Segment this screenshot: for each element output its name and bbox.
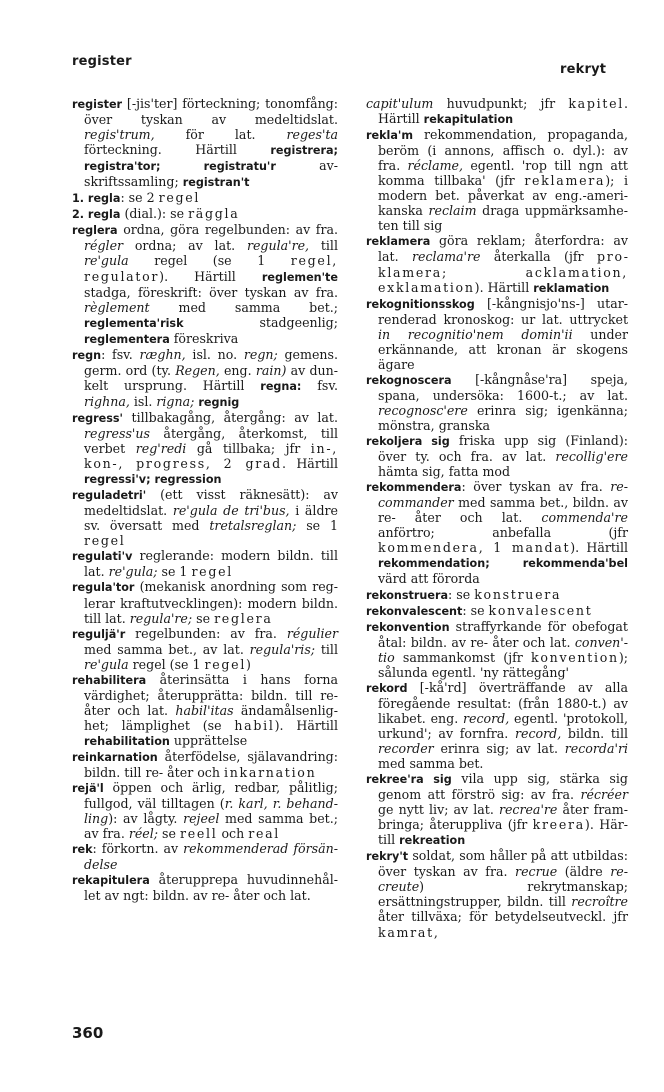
entry-text: se [192, 610, 215, 626]
italic-term: reclama're [412, 249, 481, 265]
entry-text: gemens. germ. ord (ty. [84, 346, 338, 378]
italic-term: recorda'ri [564, 740, 628, 756]
headword: rekommendera [366, 481, 462, 495]
entry-text: . Härtill [281, 456, 338, 472]
dictionary-entry [366, 296, 628, 372]
italic-term: rekommenderad försändelse [84, 841, 338, 873]
headword: rekord [366, 681, 408, 695]
entry-text: [-jis'ter] förteckning; tonomfång: över tyskan av medeltidslat. [84, 96, 338, 128]
italic-term: rigna; [156, 393, 195, 409]
italic-term: rejeel [183, 811, 220, 827]
spaced-crossref: regel [84, 533, 126, 549]
italic-term: recrea're [498, 802, 558, 818]
entry-text: : fsv. [101, 346, 140, 362]
entry-text: ); sålunda egentl. 'ny rättegång' [378, 649, 628, 680]
derived-word: reklamation [533, 281, 610, 295]
spaced-crossref: konvention [531, 649, 619, 665]
entry-text: ). Härtill [570, 540, 629, 556]
spaced-crossref: real [248, 826, 281, 842]
italic-term: tretalsreglan; [209, 518, 297, 534]
dictionary-entry [366, 587, 628, 603]
spaced-crossref: kreera [532, 817, 585, 833]
dictionary-entry [72, 487, 338, 548]
entry-text: regel (se 1 [128, 253, 291, 269]
entry-text: föreskriva [169, 330, 239, 346]
entry-text: anförtro; anbefalla (jfr [378, 525, 628, 541]
entry-text: ordna; av lat. [123, 238, 247, 254]
entry-text: åter frambringa; återuppliva (jfr [378, 802, 629, 833]
headword: rehabilitera [72, 673, 147, 687]
entry-text: isl. [129, 393, 157, 409]
spaced-crossref: proklamera; acklamation, exklamation [378, 249, 628, 295]
entry-text: med samma bet., bildn. av re- åter och lat. [378, 495, 628, 526]
italic-term: re'gula de tri'bus, [172, 503, 290, 519]
italic-term: recognosc'ere [378, 402, 468, 418]
headword: reklamera [366, 235, 431, 249]
italic-term: reclaim [428, 203, 477, 219]
entry-text: rekommendation, propaganda, beröm (i annons, affisch o. dyl.): av fra. [378, 127, 628, 174]
dictionary-entry [366, 96, 628, 127]
headword: rekonvention [366, 620, 450, 634]
headword: regulati'v [72, 550, 133, 564]
italic-term: regn; [243, 346, 278, 362]
italic-term: commenda're [541, 510, 628, 526]
entry-text: huvudpunkt; jfr [433, 96, 569, 111]
dictionary-entry [72, 841, 338, 872]
headword: reglera [72, 224, 118, 238]
italic-term: record, [463, 710, 510, 726]
derived-word: reglemen'te [261, 270, 338, 284]
entry-text: och [217, 826, 249, 842]
entry-text: återkalla (jfr [480, 249, 597, 265]
entry-text: draga uppmärksamheten till sig [378, 203, 629, 234]
headword: rekapitulera [72, 874, 150, 888]
entry-text: ). Härtill [378, 817, 628, 848]
dictionary-entry [72, 579, 338, 625]
entry-text: för lat. [154, 127, 287, 143]
entry-text: [-kångnåse'ra] speja, spana, undersöka: 1600-t.; av lat. [378, 371, 628, 403]
italic-term: recrue [515, 864, 558, 880]
dictionary-entry [366, 127, 628, 233]
entry-text: återfödelse, själavandring: bildn. till re- åter och [84, 748, 338, 781]
entry-text: med samma bet.; [149, 299, 338, 315]
entry-text: av dunkelt ursprung. Härtill [84, 362, 338, 393]
entry-text: : se [462, 602, 489, 618]
italic-term: rain) [255, 362, 287, 378]
dictionary-entry [72, 410, 338, 487]
italic-term: Regen, [175, 362, 220, 378]
running-head-last-entry: rekryt [560, 62, 607, 77]
headword: rekonstruera [366, 588, 449, 602]
spaced-crossref: reell [179, 826, 218, 842]
italic-term: recreute [378, 864, 628, 895]
entry-text: reglerande: modern bildn. till lat. [84, 548, 338, 580]
headword: reguladetri' [72, 489, 147, 503]
spaced-crossref: in-, kon-, progress, 2 grad [84, 441, 338, 472]
entry-text: till [309, 238, 338, 254]
dictionary-entry [366, 479, 628, 586]
spaced-crossref: konstruera [474, 586, 562, 602]
italic-term: regress'us [84, 425, 150, 441]
italic-term: righna, [84, 393, 130, 409]
entry-text: öppen och ärlig, redbar, pålitlig; fullgod, väl tilltagen ( [84, 780, 338, 812]
entry-text: värd att förorda [378, 571, 480, 587]
entry-text: ). Härtill [159, 268, 262, 284]
italic-term: in recognitio'nem domin'ii [378, 326, 573, 342]
derived-word: registrera; registra'tor; registratu'r [84, 144, 338, 174]
italic-term: recroître [571, 894, 628, 910]
spaced-crossref: konvalescent [488, 602, 593, 618]
headword: rekonvalescent [366, 604, 463, 618]
derived-word: rekapitulation [423, 113, 514, 127]
spaced-crossref: inkarnation [223, 765, 317, 781]
spaced-crossref: kamrat [378, 924, 434, 940]
entry-text: regel (se 1 [128, 656, 205, 672]
headword: regn [72, 348, 102, 362]
headword: rekoljera sig [366, 435, 450, 449]
spaced-crossref: regel, regulator [84, 253, 338, 284]
derived-word: rehabilitation [84, 734, 170, 748]
dictionary-entry [72, 872, 338, 903]
italic-term: recommander [378, 479, 628, 511]
derived-word: reglementa'risk [84, 316, 184, 330]
entry-text: göra reklam; återfordra: av lat. [378, 233, 628, 265]
entry-text: ge nytt liv; av lat. [378, 802, 499, 818]
entry-text: soldat, som håller på att utbildas: över tyskan av fra. [378, 848, 628, 880]
entry-text: fsv. [301, 377, 338, 393]
entry-text: återupprepa huvudinnehållet av ngt: bildn. av re- åter och lat. [84, 872, 338, 904]
italic-term: record, [515, 725, 562, 741]
entry-text: straffyrkande för obefogat åtal: bildn. av re- åter och lat. [378, 618, 628, 650]
italic-term: recorder [378, 740, 434, 756]
left-column [72, 96, 338, 903]
dictionary-entry [366, 771, 628, 848]
entry-text: tillbakagång, återgång: av lat. [122, 409, 338, 425]
headword: rekognitionsskog [366, 297, 475, 311]
italic-term: réel; [128, 826, 159, 842]
entry-text: isl. no. [185, 346, 244, 362]
spaced-crossref: räggla [188, 206, 240, 222]
headword: rekla'm [366, 129, 414, 143]
italic-term: reg'redi [135, 441, 187, 457]
headword: rekognoscera [366, 373, 452, 387]
derived-word: registran't [182, 176, 250, 190]
entry-text: åter tillväxa; för betydelseutveckl. jfr [378, 909, 628, 925]
entry-text: (dial.): se [120, 206, 189, 222]
entry-text: (äldre [557, 864, 611, 880]
derived-word: regna: [260, 379, 302, 393]
entry-text: med samma bet.; av fra. [84, 811, 338, 842]
dictionary-entry [366, 372, 628, 433]
dictionary-entry [72, 548, 338, 579]
page-number: 360 [72, 1024, 104, 1042]
dictionary-entry [72, 206, 338, 222]
entry-text: : över tyskan av fra. [461, 479, 611, 495]
dictionary-entry [72, 626, 338, 672]
entry-text: upprättelse [169, 732, 248, 748]
headword: 1. regla [72, 192, 121, 206]
dictionary-entry [72, 190, 338, 206]
entry-text: ) rekrytmanskap; ersättningstrupper, bildn. till [378, 879, 628, 910]
italic-term: recollig'ere [555, 449, 628, 465]
derived-word: regressi'v; regression [84, 473, 222, 487]
dictionary-entry [72, 749, 338, 780]
italic-term: conven'tio [378, 634, 628, 665]
entry-text: vila upp sig, stärka sig genom att förströ sig: av fra. [378, 771, 628, 803]
entry-text: se 1 [157, 564, 192, 580]
running-head-first-entry: register [72, 54, 132, 69]
entry-text: stadga, föreskrift: över tyskan av fra. [84, 284, 338, 300]
headword: reguljä'r [72, 627, 126, 641]
headword: reinkarnation [72, 750, 158, 764]
headword: rejä'l [72, 782, 104, 796]
dictionary-entry [72, 672, 338, 749]
entry-text: under erkännande, att kronan är skogens ägare [378, 326, 628, 372]
spaced-crossref: reklamera [524, 173, 606, 189]
entry-text: se [158, 826, 180, 842]
dictionary-entry [366, 848, 628, 939]
entry-text: egentl. 'rop till ngn att komma tillbaka' (jfr [378, 158, 628, 189]
headword: regula'tor [72, 581, 135, 595]
entry-text: avskriftssamling; [84, 158, 338, 190]
italic-term: règlement [84, 299, 150, 315]
italic-term: reges'ta [286, 127, 338, 143]
italic-term: régulier [286, 625, 338, 641]
entry-text: ); i modern bet. påverkat av eng.-amerikanska [378, 173, 628, 219]
italic-term: regula'ris; [249, 641, 316, 657]
spaced-crossref: regel [158, 190, 201, 206]
italic-term: regis'trum, [84, 127, 155, 143]
entry-text: återinsätta i hans forna värdighet; återupprätta: bildn. till re- åter och lat. [84, 671, 338, 718]
italic-term: ræghn, [139, 346, 186, 362]
entry-text: i äldre sv. översatt med [84, 503, 338, 534]
derived-word: rekreation [399, 834, 466, 848]
entry-text: ordna, göra regelbunden: av fra. [117, 222, 338, 238]
derived-word: rekommendation; rekommenda'bel [378, 557, 628, 571]
entry-text: bildn. till [561, 725, 629, 741]
entry-text: förteckning. Härtill [84, 142, 271, 158]
italic-term: habil'itas [175, 702, 234, 718]
dictionary-entry [72, 347, 338, 410]
entry-text: friska upp sig (Finland): över ty. och fra. av lat. [378, 433, 628, 465]
entry-text: erinra sig; av lat. [433, 740, 565, 756]
dictionary-entry [366, 603, 628, 619]
dictionary-entry [366, 433, 628, 479]
entry-text: eng. [219, 362, 256, 378]
derived-word: regnig [198, 395, 240, 409]
entry-text: se 1 [296, 518, 338, 534]
dictionary-entry [366, 619, 628, 680]
entry-text: : se 2 [120, 190, 159, 206]
entry-text: : se [448, 586, 475, 602]
italic-term: r. karl, r. behandling [84, 796, 338, 827]
spaced-crossref: regel [191, 564, 233, 580]
headword: register [72, 98, 123, 111]
spaced-crossref: kommendera, 1 mandat [378, 540, 571, 556]
entry-text: ). Härtill [474, 279, 534, 295]
entry-text: : förkortn. av [92, 841, 184, 857]
spaced-crossref: kapitel [568, 96, 624, 111]
spaced-crossref: regel [204, 656, 247, 672]
italic-term: capit'ulum [366, 96, 434, 111]
entry-text: ändamålsenlighet; lämplighet (se [84, 702, 338, 733]
entry-text: (ett visst räknesätt): av medeltidslat. [84, 487, 338, 519]
right-column [366, 96, 628, 940]
entry-text: egentl. 'protokoll, urkund'; av fornfra. [378, 710, 628, 741]
entry-text: (mekanisk anordning som reglerar kraftutvecklingen): modern bildn. till lat. [84, 579, 338, 626]
derived-word: reglementera [84, 332, 170, 346]
entry-text: [-kångnisjo'ns-] utarrenderad kronoskog: ur lat. uttrycket [378, 295, 628, 327]
entry-text: , [433, 924, 438, 940]
entry-text: hämta sig, fatta mod [378, 464, 511, 480]
dictionary-entry [366, 680, 628, 771]
italic-term: récréer [580, 787, 628, 803]
entry-text: med samma bet. [378, 756, 484, 772]
dictionary-entry [72, 222, 338, 346]
spaced-crossref: habil [234, 717, 275, 733]
headword: regress' [72, 411, 123, 425]
entry-text: sammankomst (jfr [394, 649, 532, 665]
entry-text: ): av lågty. [108, 811, 184, 827]
italic-term: réclame, [407, 158, 463, 174]
dictionary-entry [72, 780, 338, 841]
entry-text: gå tillbaka; jfr [186, 441, 311, 457]
entry-text: till [315, 641, 338, 657]
entry-text: stadgeenlig; [183, 314, 338, 330]
dictionary-entry [72, 96, 338, 190]
italic-term: re'gula; [108, 564, 158, 580]
italic-term: re'gula [84, 253, 129, 269]
italic-term: regula're, [246, 238, 310, 254]
italic-term: re'gula [84, 656, 129, 672]
entry-text: återgång, återkomst, till verbet [84, 425, 338, 457]
entry-text: ) [246, 656, 251, 672]
headword: rekry't [366, 850, 409, 864]
entry-text: [-kå'rd] överträffande av alla föregående resultat: (från 1880-t.) av likabet. eng. [378, 679, 628, 726]
entry-text: ). Härtill [274, 717, 338, 733]
italic-term: régler [84, 238, 124, 254]
headword: rekree'ra sig [366, 773, 452, 787]
entry-text: regelbunden: av fra. [125, 625, 287, 641]
spaced-crossref: reglera [214, 610, 273, 626]
dictionary-entry [366, 233, 628, 295]
headword: rek [72, 843, 93, 857]
entry-text: med samma bet., av lat. [84, 641, 250, 657]
headword: 2. regla [72, 208, 121, 222]
entry-text: . Härtill [378, 96, 628, 127]
italic-term: regula're; [129, 610, 193, 626]
entry-text: erinra sig; igenkänna; mönstra, granska [378, 402, 628, 433]
